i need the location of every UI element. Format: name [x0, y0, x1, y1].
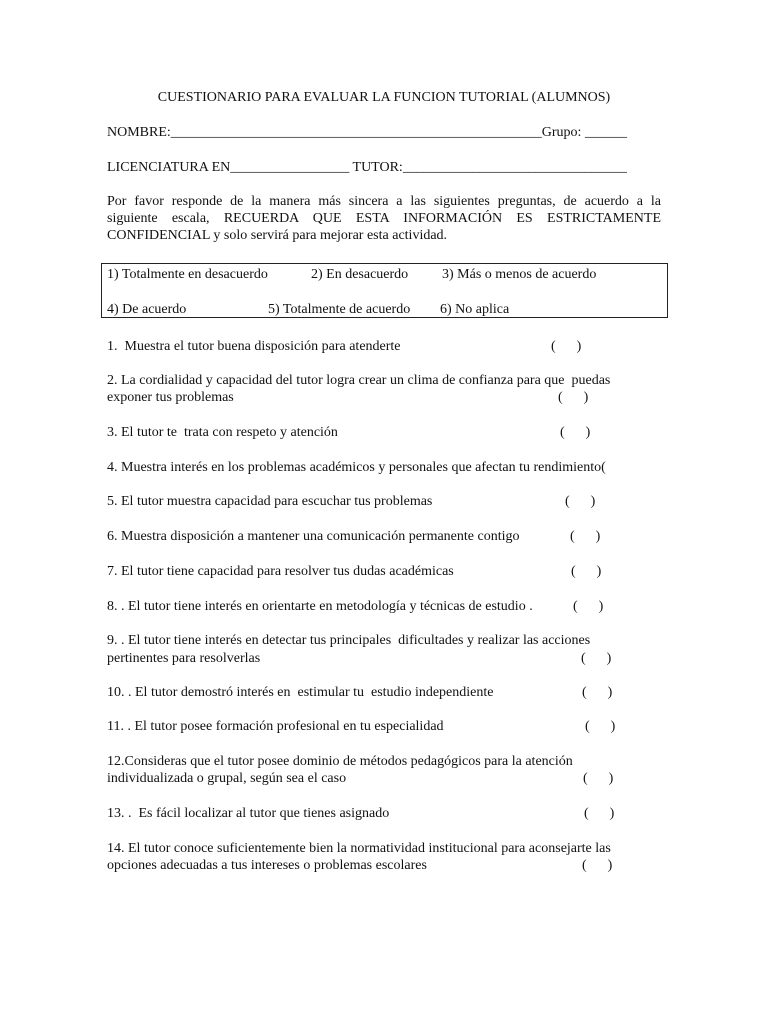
scale-option: 1) Totalmente en desacuerdo	[107, 267, 268, 282]
question-13: 13. . Es fácil localizar al tutor que tienes asignado	[107, 806, 390, 821]
question-5: 5. El tutor muestra capacidad para escuchar tus problemas	[107, 494, 433, 509]
scale-option: 3) Más o menos de acuerdo	[442, 267, 597, 282]
question-1: 1. Muestra el tutor buena disposición para atenderte	[107, 339, 401, 354]
answer-slot-14[interactable]: ( )	[582, 858, 613, 873]
answer-slot-11[interactable]: ( )	[585, 719, 616, 734]
scale-option: 2) En desacuerdo	[311, 267, 409, 282]
question-2-line-2: exponer tus problemas	[107, 390, 234, 405]
question-2: 2. La cordialidad y capacidad del tutor logra crear un clima de confianza para que puedas	[107, 373, 611, 388]
question-14: 14. El tutor conoce suficientemente bien la normatividad institucional para aconsejarte las	[107, 841, 611, 856]
instructions-line: siguiente escala, RECUERDA QUE ESTA INFORMACIÓN ES ESTRICTAMENTE	[107, 211, 661, 226]
answer-slot-12[interactable]: ( )	[583, 771, 614, 786]
answer-slot-1[interactable]: ( )	[551, 339, 582, 354]
nombre-grupo-field[interactable]: NOMBRE:_____________________________________________________Grupo: ______	[107, 125, 627, 140]
answer-slot-8[interactable]: ( )	[573, 599, 604, 614]
question-12-line-2: individualizada o grupal, según sea el caso	[107, 771, 347, 786]
question-14-line-2: opciones adecuadas a tus intereses o problemas escolares	[107, 858, 427, 873]
rating-scale-box	[101, 263, 668, 318]
question-9: 9. . El tutor tiene interés en detectar tus principales dificultades y realizar las acciones	[107, 633, 591, 648]
answer-slot-13[interactable]: ( )	[584, 806, 615, 821]
answer-slot-2[interactable]: ( )	[558, 390, 589, 405]
answer-slot-5[interactable]: ( )	[565, 494, 596, 509]
question-8: 8. . El tutor tiene interés en orientarte en metodología y técnicas de estudio .	[107, 599, 533, 614]
question-7: 7. El tutor tiene capacidad para resolver tus dudas académicas	[107, 564, 454, 579]
answer-slot-10[interactable]: ( )	[582, 685, 613, 700]
question-10: 10. . El tutor demostró interés en estimular tu estudio independiente	[107, 685, 494, 700]
answer-slot-6[interactable]: ( )	[570, 529, 601, 544]
page-title: CUESTIONARIO PARA EVALUAR LA FUNCION TUTORIAL (ALUMNOS)	[157, 90, 611, 105]
scale-option: 4) De acuerdo	[107, 302, 187, 317]
instructions-line: CONFIDENCIAL y solo servirá para mejorar esta actividad.	[107, 228, 448, 243]
question-11: 11. . El tutor posee formación profesional en tu especialidad	[107, 719, 444, 734]
question-3: 3. El tutor te trata con respeto y atención	[107, 425, 338, 440]
question-6: 6. Muestra disposición a mantener una comunicación permanente contigo	[107, 529, 520, 544]
question-4: 4. Muestra interés en los problemas académicos y personales que afectan tu rendimiento(	[107, 460, 606, 475]
licenciatura-tutor-field[interactable]: LICENCIATURA EN_________________ TUTOR:________________________________	[107, 160, 627, 175]
instructions-paragraph	[107, 193, 661, 244]
instructions-line: Por favor responde de la manera más sincera a las siguientes preguntas, de acuerdo a la	[107, 194, 661, 209]
answer-slot-7[interactable]: ( )	[571, 564, 602, 579]
question-12: 12.Consideras que el tutor posee dominio de métodos pedagógicos para la atención	[107, 754, 573, 769]
question-9-line-2: pertinentes para resolverlas	[107, 651, 261, 666]
answer-slot-9[interactable]: ( )	[581, 651, 612, 666]
scale-option: 5) Totalmente de acuerdo	[268, 302, 411, 317]
scale-option: 6) No aplica	[440, 302, 510, 317]
answer-slot-3[interactable]: ( )	[560, 425, 591, 440]
